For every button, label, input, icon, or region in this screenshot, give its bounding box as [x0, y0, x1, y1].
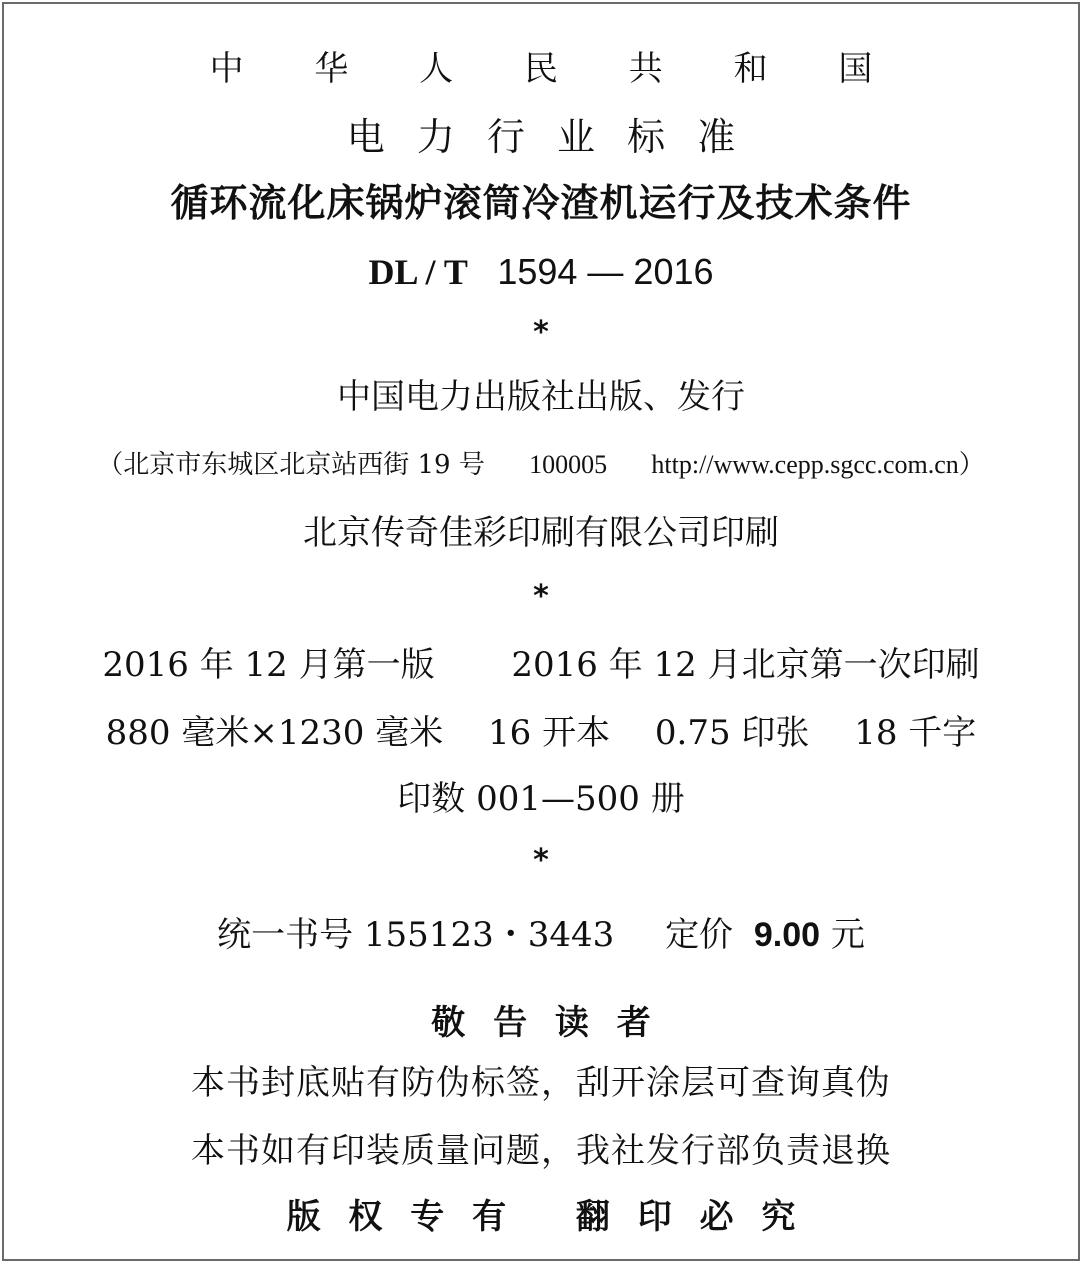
- publisher-address-line: [0, 452, 1082, 478]
- publisher-name-text: 中国电力出版社出版、发行: [337, 377, 745, 417]
- notice-line-1-text: 本书封底贴有防伪标签，刮开涂层可查询真伪: [191, 1063, 891, 1103]
- price-value: 9.00: [753, 916, 821, 954]
- publisher-address: （北京市东城区北京站西街 19 号: [97, 450, 485, 480]
- printer-line: [0, 513, 1082, 553]
- format-size: 880 毫米×1230 毫米: [105, 713, 444, 753]
- edition-line: [0, 645, 1082, 685]
- pricing-line: [0, 915, 1082, 955]
- country-text: 中 华 人 民 共 和 国: [209, 49, 903, 89]
- separator-star-2: *: [533, 579, 549, 614]
- country-heading: [0, 49, 1082, 89]
- standard-code: [0, 251, 1082, 292]
- format-kai: 16 开本: [488, 713, 611, 753]
- standard-title: [0, 181, 1082, 225]
- category-heading: [0, 115, 1082, 159]
- notice-heading: [0, 1003, 1082, 1043]
- price-label: 定价: [665, 915, 734, 955]
- format-words: 18 千字: [854, 713, 977, 753]
- format-line: [0, 713, 1082, 753]
- separator-star-3: *: [533, 843, 549, 878]
- standard-code-prefix: DL / T: [368, 252, 468, 292]
- publisher-name: [0, 377, 1082, 417]
- separator-star-1: *: [533, 315, 549, 350]
- edition-text: 2016 年 12 月第一版: [102, 645, 435, 685]
- print-run-text: 印数 001—500 册: [397, 779, 685, 819]
- book-number: 统一书号 155123・3443: [217, 915, 615, 955]
- publisher-postcode: 100005: [529, 450, 608, 479]
- standard-title-text: 循环流化床锅炉滚筒冷渣机运行及技术条件: [170, 181, 912, 225]
- notice-heading-text: 敬 告 读 者: [431, 1003, 659, 1043]
- notice-line-2: [0, 1131, 1082, 1171]
- standard-code-number: 1594 — 2016: [497, 251, 714, 292]
- copyright-text: 版 权 专 有 翻 印 必 究: [286, 1197, 804, 1237]
- printing-text: 2016 年 12 月北京第一次印刷: [511, 645, 980, 685]
- print-run-line: [0, 779, 1082, 819]
- notice-line-1: [0, 1063, 1082, 1103]
- format-sheets: 0.75 印张: [654, 713, 810, 753]
- printer-text: 北京传奇佳彩印刷有限公司印刷: [303, 513, 779, 553]
- copyright-line: [0, 1197, 1082, 1237]
- publisher-url: http://www.cepp.sgcc.com.cn）: [651, 450, 985, 479]
- price-unit: 元: [830, 915, 865, 955]
- notice-line-2-text: 本书如有印装质量问题，我社发行部负责退换: [191, 1131, 891, 1171]
- category-text: 电 力 行 业 标 准: [346, 115, 746, 159]
